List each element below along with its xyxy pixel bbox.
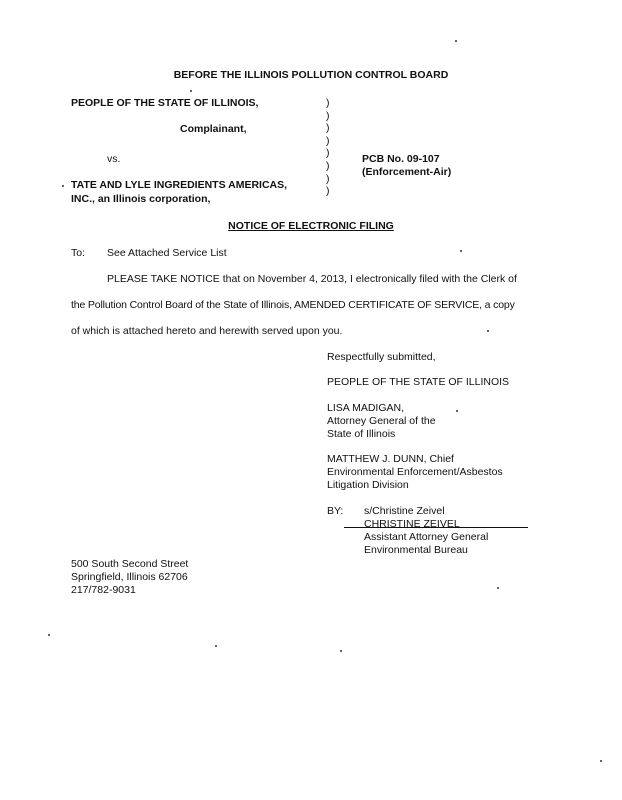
to-label: To: <box>71 247 86 259</box>
notice-body-line3: of which is attached hereto and herewith served upon you. <box>71 325 343 337</box>
caption-paren: ) <box>326 109 330 122</box>
caption-paren: ) <box>326 134 330 147</box>
scan-speck <box>487 330 489 332</box>
signer-title-line1: Assistant Attorney General <box>364 531 489 543</box>
address-line1: 500 South Second Street <box>71 558 189 570</box>
defendant-name-line2: INC., an Illinois corporation, <box>71 193 211 205</box>
electronic-signature: s/Christine Zeivel <box>364 505 445 517</box>
scan-speck <box>215 645 217 647</box>
plaintiff-role: Complainant, <box>180 123 247 135</box>
closing-text: Respectfully submitted, <box>327 351 436 363</box>
to-value: See Attached Service List <box>107 247 227 259</box>
ag-title-line1: Attorney General of the <box>327 415 436 427</box>
document-title: BEFORE THE ILLINOIS POLLUTION CONTROL BOARD <box>173 69 449 81</box>
notice-body-line2: the Pollution Control Board of the State of Illinois, AMENDED CERTIFICATE OF SERVICE, a copy <box>71 299 515 311</box>
scan-speck <box>340 650 342 652</box>
caption-paren: ) <box>326 97 330 109</box>
scan-speck <box>48 634 50 636</box>
plaintiff-name: PEOPLE OF THE STATE OF ILLINOIS, <box>71 97 259 109</box>
case-number: PCB No. 09-107 <box>362 153 440 165</box>
signer-title-line2: Environmental Bureau <box>364 544 468 556</box>
scan-speck <box>190 90 192 92</box>
address-line3: 217/782-9031 <box>71 584 136 596</box>
notice-title: NOTICE OF ELECTRONIC FILING <box>228 220 394 232</box>
ag-title-line2: State of Illinois <box>327 428 396 440</box>
chief-title-line2: Litigation Division <box>327 479 409 491</box>
scan-speck <box>456 410 458 412</box>
chief-title-line1: Environmental Enforcement/Asbestos <box>327 466 503 478</box>
scan-speck <box>497 587 499 589</box>
caption-paren: ) <box>326 185 330 198</box>
signer-name: CHRISTINE ZEIVEL <box>364 518 460 530</box>
ag-name: LISA MADIGAN, <box>327 402 405 414</box>
caption-paren: ) <box>326 147 330 160</box>
versus-label: vs. <box>107 153 121 165</box>
chief-name: MATTHEW J. DUNN, Chief <box>327 453 454 465</box>
defendant-name-line1: TATE AND LYLE INGREDIENTS AMERICAS, <box>71 179 288 191</box>
scan-speck <box>62 185 64 187</box>
caption-parentheses <box>326 97 330 198</box>
scan-speck <box>600 760 602 762</box>
caption-paren: ) <box>326 159 330 172</box>
case-type: (Enforcement-Air) <box>362 166 452 178</box>
scan-speck <box>460 250 462 252</box>
by-label: BY: <box>327 505 344 517</box>
caption-paren: ) <box>326 172 330 185</box>
scan-speck <box>455 40 457 42</box>
caption-paren: ) <box>326 122 330 135</box>
address-line2: Springfield, Illinois 62706 <box>71 571 188 583</box>
notice-body-line1: PLEASE TAKE NOTICE that on November 4, 2013, I electronically filed with the Clerk of <box>107 273 517 285</box>
party-name: PEOPLE OF THE STATE OF ILLINOIS <box>327 376 510 388</box>
